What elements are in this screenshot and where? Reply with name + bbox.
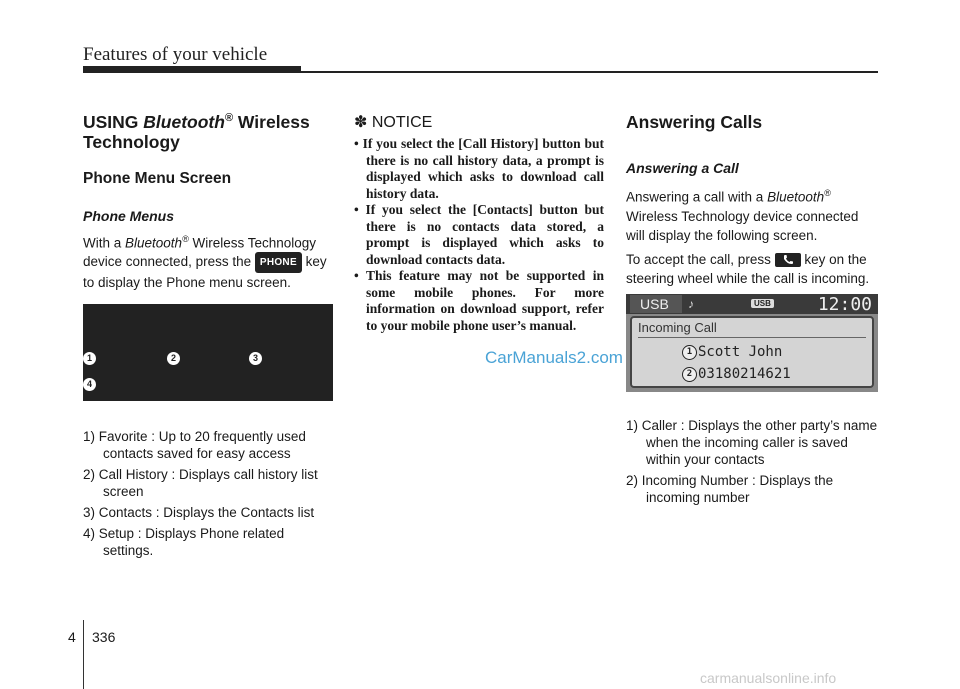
call-history-badge: 2	[167, 352, 180, 365]
divider	[638, 337, 866, 338]
notice-box	[354, 112, 604, 334]
section-heading: USING Bluetooth® Wireless Technology	[83, 111, 310, 152]
phone-key-icon: PHONE	[255, 252, 302, 273]
list-item: 1) Caller : Displays the other party’s name when the incoming caller is saved within your contacts	[626, 418, 878, 467]
incoming-call-panel	[630, 316, 874, 388]
notice-title: ✽ NOTICE	[354, 114, 433, 131]
caller-number: 2 03180214621	[698, 366, 791, 382]
watermark-link[interactable]: CarManuals2.com	[485, 348, 623, 367]
setup-badge: 4	[83, 378, 96, 391]
phone-menu-screen-heading: Phone Menu Screen	[83, 169, 232, 187]
phone-menu-screen-image	[83, 304, 333, 401]
notice-item: • If you select the [Call History] button but there is no call history data, a prompt is displayed which asks to download call history data.	[354, 136, 604, 201]
answering-paragraph: Answering a call with a Bluetooth® Wireless Technology device connected will display the following screen.	[626, 188, 859, 243]
accept-call-paragraph: To accept the call, press key on the steering wheel while the call is incoming.	[626, 251, 870, 286]
column-right	[626, 112, 878, 288]
bluetooth-audio-icon: ♪	[688, 297, 694, 311]
page-header-title: Features of your vehicle	[83, 44, 268, 65]
notice-item: • This feature may not be supported in some mobile phones. For more information on download support, refer to your mobile phone user’s manual.	[354, 268, 604, 333]
contacts-badge: 3	[249, 352, 262, 365]
list-item: 2) Call History : Displays call history list screen	[83, 467, 318, 499]
incoming-call-screen-image	[626, 294, 878, 392]
notice-item: • If you select the [Contacts] button but there is no contacts data stored, a prompt is displayed which asks to download contacts data.	[354, 202, 604, 267]
phone-menus-heading: Phone Menus	[83, 207, 175, 224]
list-item: 1) Favorite : Up to 20 frequently used contacts saved for easy access	[83, 429, 306, 461]
list-item: 3) Contacts : Displays the Contacts list	[83, 505, 315, 520]
clock: 12:00	[817, 294, 872, 315]
caller-name: 1 Scott John	[698, 344, 782, 360]
list-item: 4) Setup : Displays Phone related settings.	[83, 526, 285, 558]
phone-menu-list	[83, 428, 335, 563]
column-left	[83, 108, 335, 292]
header-rule	[83, 71, 878, 73]
source-label: USB	[630, 295, 682, 313]
answering-a-call-heading: Answering a Call	[626, 160, 739, 176]
call-button-icon	[775, 253, 801, 267]
favorite-badge: 1	[83, 352, 96, 365]
page-number: 336	[92, 629, 116, 645]
list-item: 2) Incoming Number : Displays the incoming number	[626, 473, 834, 505]
caller-badge: 1	[682, 345, 697, 360]
usb-badge: USB	[751, 299, 774, 308]
section-number: 4	[68, 629, 76, 645]
notice-icon: ✽	[354, 114, 368, 131]
phone-menus-paragraph: With a Bluetooth® Wireless Technology device connected, press the PHONE key to display the Phone menu screen.	[83, 233, 327, 291]
answering-calls-heading: Answering Calls	[626, 112, 763, 132]
number-badge: 2	[682, 367, 697, 382]
footer-watermark: carmanualsonline.info	[700, 670, 837, 686]
incoming-call-label: Incoming Call	[638, 320, 717, 335]
screen-status-bar	[626, 294, 878, 314]
answering-list	[626, 417, 878, 510]
footer-divider	[83, 620, 84, 689]
